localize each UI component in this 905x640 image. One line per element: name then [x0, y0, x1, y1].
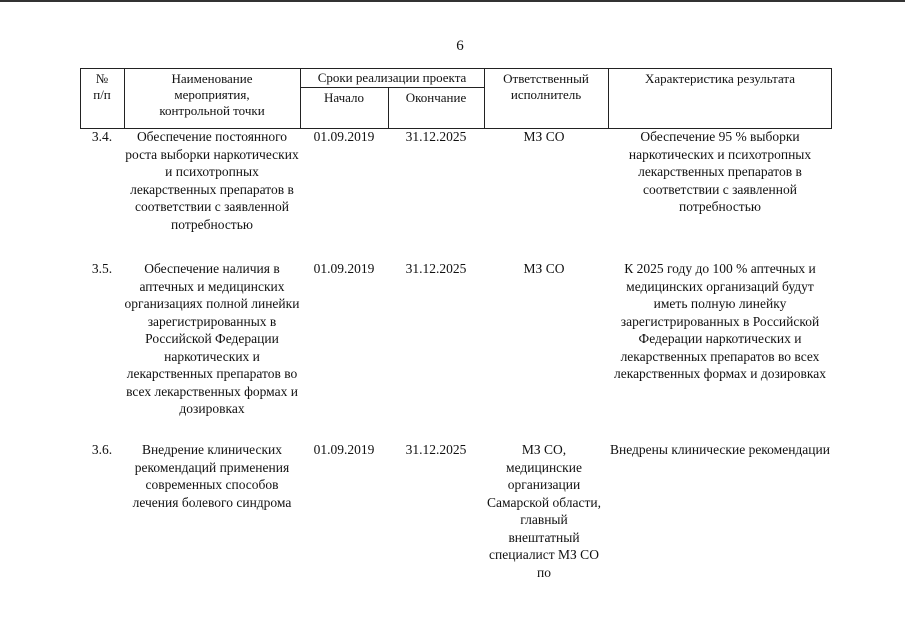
- header-num: № п/п: [93, 71, 111, 102]
- header-name: Наименование мероприятия, контрольной точки: [159, 71, 265, 118]
- row-end-date: 31.12.2025: [405, 442, 467, 457]
- row-number: 3.6.: [91, 442, 113, 457]
- header-end: Окончание: [405, 90, 467, 105]
- header-start: Начало: [323, 90, 365, 105]
- page-number: 6: [456, 38, 464, 54]
- row-name: Внедрение клинических рекомендаций применения современных способов лечения болевого синдрома: [132, 442, 292, 510]
- header-result: Характеристика результата: [644, 71, 796, 86]
- row-result: Внедрены клинические рекомендации: [610, 442, 830, 457]
- header-responsible: Ответственный исполнитель: [503, 71, 589, 102]
- row-name: Обеспечение наличия в аптечных и медицинских организациях полной линейки зарегистрированных в Российской Федерации наркотических и лекарственных препаратов во всех лекарственных формах и дозировках: [124, 261, 300, 416]
- row-start-date: 01.09.2019: [313, 129, 375, 144]
- row-responsible: МЗ СО: [523, 129, 565, 144]
- row-end-date: 31.12.2025: [405, 129, 467, 144]
- row-end-date: 31.12.2025: [405, 261, 467, 276]
- row-start-date: 01.09.2019: [313, 261, 375, 276]
- row-name: Обеспечение постоянного роста выборки наркотических и психотропных лекарственных препаратов в соответствии с заявленной потребностью: [125, 129, 299, 232]
- header-terms: Сроки реализации проекта: [317, 70, 467, 85]
- header-top-border: [80, 68, 832, 69]
- row-responsible: МЗ СО: [523, 261, 565, 276]
- row-responsible: МЗ СО, медицинские организации Самарской области, главный внештатный специалист МЗ СО по: [487, 442, 601, 580]
- row-number: 3.5.: [91, 261, 113, 276]
- row-result: Обеспечение 95 % выборки наркотических и психотропных лекарственных препаратов в соответствии с заявленной потребностью: [628, 129, 812, 214]
- terms-divider: [300, 87, 484, 88]
- row-number: 3.4.: [91, 129, 113, 144]
- top-rule: [0, 0, 905, 2]
- row-result: К 2025 году до 100 % аптечных и медицинских организаций будут иметь полную линейку зарегистрированных в Российской Федерации наркотических и лекарственных препаратов во всех лекарственных формах и дозировках: [613, 261, 826, 381]
- row-start-date: 01.09.2019: [313, 442, 375, 457]
- table-header: [80, 68, 832, 129]
